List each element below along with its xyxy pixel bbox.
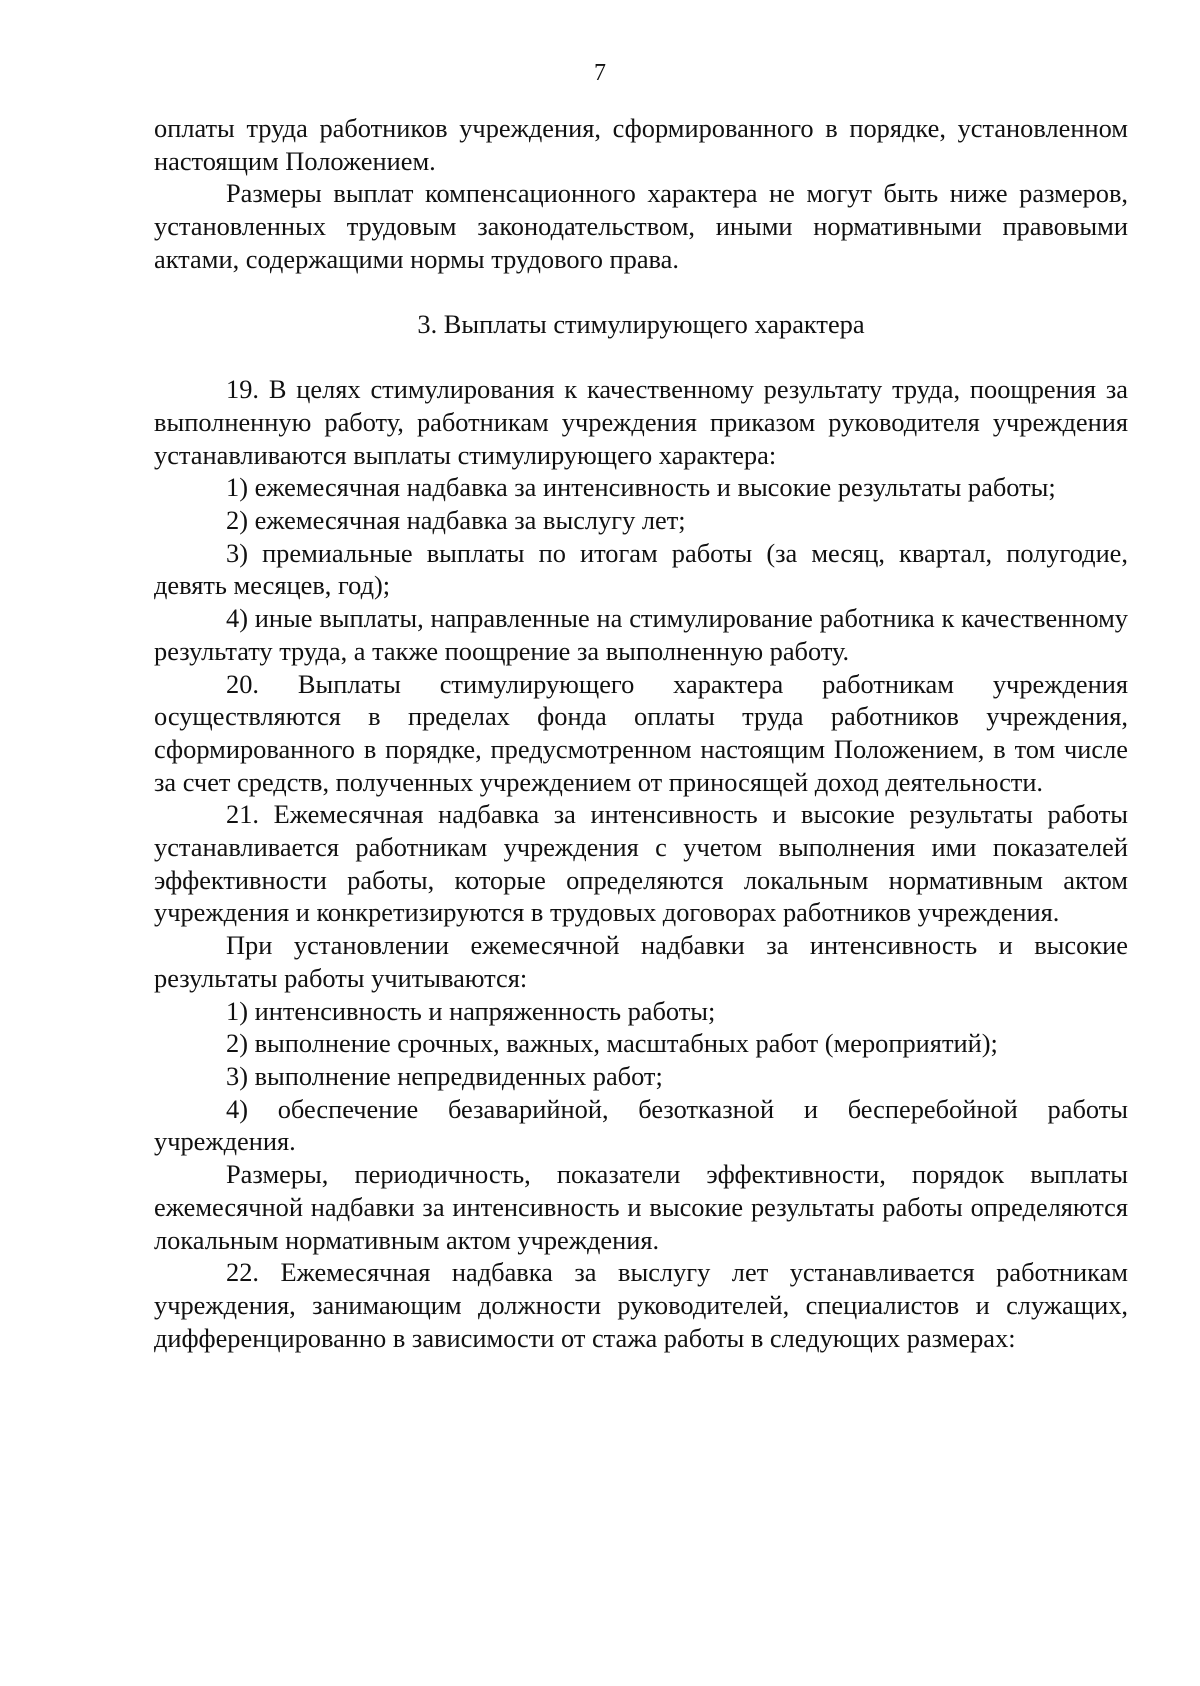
list-item-21-2: 2) выполнение срочных, важных, масштабных работ (мероприятий);	[226, 1028, 998, 1059]
list-item-21-4: 4) обеспечение безаварийной, безотказной и бесперебойной работы учреждения.	[154, 1093, 1128, 1157]
list-item-19-3: 3) премиальные выплаты по итогам работы (за месяц, квартал, полугодие, девять месяцев, год);	[154, 537, 1128, 601]
list-item-21-3: 3) выполнение непредвиденных работ;	[226, 1060, 663, 1091]
list-item-19-4: 4) иные выплаты, направленные на стимулирование работника к качественному результату труда, а также поощрение за выполненную работу.	[154, 603, 1128, 666]
paragraph-continuation: оплаты труда работников учреждения, сформированного в порядке, установленном настоящим Положением.	[154, 113, 1128, 176]
paragraph-21: 21. Ежемесячная надбавка за интенсивность и высокие результаты работы устанавливается работникам учреждения с учетом выполнения ими показателей эффективности работы, которые определяются локальным нормативным актом учреждения и конкретизируются в трудовых договорах работников учреждения.	[154, 799, 1128, 928]
paragraph-22: 22. Ежемесячная надбавка за выслугу лет устанавливается работникам учреждения, занимающим должности руководителей, специалистов и служащих, дифференцированно в зависимости от стажа работы в следующих размерах:	[154, 1257, 1128, 1353]
document-body	[154, 112, 1128, 1354]
list-item-19-1: 1) ежемесячная надбавка за интенсивность и высокие результаты работы;	[226, 472, 1056, 503]
paragraph-19: 19. В целях стимулирования к качественному результату труда, поощрения за выполненную работу, работникам учреждения приказом руководителя учреждения устанавливаются выплаты стимулирующего характера:	[154, 374, 1128, 470]
paragraph-21-criteria-intro: При установлении ежемесячной надбавки за интенсивность и высокие результаты работы учитываются:	[154, 930, 1128, 993]
list-item-19-2: 2) ежемесячная надбавка за выслугу лет;	[226, 505, 686, 536]
section-heading: 3. Выплаты стимулирующего характера	[417, 308, 865, 339]
paragraph-20: 20. Выплаты стимулирующего характера работникам учреждения осуществляются в пределах фонда оплаты труда работников учреждения, сформированного в порядке, предусмотренном настоящим Положением, в том числе за счет средств, полученных учреждением от приносящей доход деятельности.	[154, 668, 1128, 797]
list-item-21-1: 1) интенсивность и напряженность работы;	[226, 995, 716, 1026]
paragraph-compensation-sizes: Размеры выплат компенсационного характера не могут быть ниже размеров, установленных трудовым законодательством, иными нормативными правовыми актами, содержащими нормы трудового права.	[154, 178, 1128, 274]
page-number: 7	[594, 60, 606, 86]
paragraph-21-sizes: Размеры, периодичность, показатели эффективности, порядок выплаты ежемесячной надбавки за интенсивность и высокие результаты работы определяются локальным нормативным актом учреждения.	[154, 1159, 1128, 1255]
